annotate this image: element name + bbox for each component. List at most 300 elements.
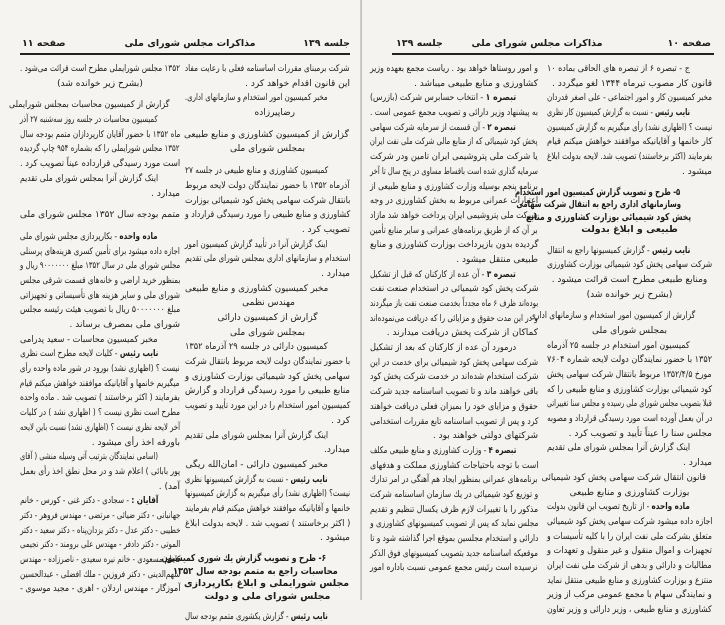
text-line xyxy=(547,530,712,545)
text-line xyxy=(185,384,350,399)
line-content xyxy=(370,106,538,121)
section-heading-line xyxy=(173,565,350,579)
line-text: کمیسیون دارائی در جلسه ۲۹ آذرماه ۱۳۵۲ xyxy=(185,342,328,353)
text-line xyxy=(185,473,350,488)
text-line xyxy=(370,415,538,430)
line-content xyxy=(20,128,180,143)
text-line xyxy=(547,544,712,559)
speaker-lead: نایب رئیس xyxy=(290,474,328,485)
line-text: کمیسیون محاسبات در جلسه روز سه‌شنبه ۲۷ آذر xyxy=(20,115,158,126)
line-text: شرکت ملی پتروشیمی ایران پرداخت خواهد شد مازاد xyxy=(370,210,538,221)
line-text: گردیده بدون بازپرداخت بوزارت کشاورزی و منابع xyxy=(369,240,538,251)
line-text: قانون کار مصوب تیرماه ۱۳۴۴ لغو میگردد . xyxy=(552,78,712,89)
line-content xyxy=(242,296,295,311)
text-line xyxy=(20,509,180,524)
text-line xyxy=(20,303,180,318)
line-text: متمم بودجه سال ۱۳۵۲ مجلس شورای ملی xyxy=(19,210,180,221)
line-text: الموتی - دکتر دادفر - مهندس علی برومند - دکتر نجیمی xyxy=(19,540,180,551)
line-content xyxy=(370,488,538,503)
line-text: آذرماه ۱۳۵۲ با حضور نمایندگان دولت لایحه مربوط xyxy=(185,180,350,191)
text-column-left xyxy=(8,62,180,597)
text-column-right xyxy=(514,62,712,618)
text-line xyxy=(20,421,180,436)
text-line xyxy=(547,500,712,515)
speaker-lead: ماده واحده xyxy=(651,502,690,513)
line-content xyxy=(185,62,350,77)
line-text: کرد و پس از تصویب اساسنامه تابع مقررات استخدامی xyxy=(369,416,538,427)
line-content xyxy=(547,603,712,618)
section-heading-line xyxy=(514,186,712,200)
text-line xyxy=(370,180,538,195)
text-line xyxy=(547,574,712,589)
text-line xyxy=(8,98,180,113)
text-line xyxy=(370,532,538,547)
line-text: به پیشنهاد وزیر دارائی و تصویب مجمع عمومی است . xyxy=(369,108,538,119)
text-line xyxy=(370,165,538,180)
text-line xyxy=(185,610,350,625)
line-text: رضاپیرزاده xyxy=(254,108,295,119)
speaker-lead: نایب رئیس xyxy=(290,612,328,622)
text-line xyxy=(370,326,538,341)
line-text: کار خانمها و آقایانیکه موافقند خواهش میکنم قیام xyxy=(546,137,712,148)
line-content xyxy=(20,465,180,480)
speaker-lead: نایب رئیس xyxy=(654,108,690,119)
line-content xyxy=(370,150,538,165)
line-text: مخبر کمیسیون دارائی - امان‌الله ریگی xyxy=(185,459,328,470)
line-content xyxy=(547,588,712,603)
line-content xyxy=(547,397,712,412)
line-content xyxy=(255,106,296,121)
text-line xyxy=(547,353,712,368)
line-content xyxy=(526,212,691,225)
line-content xyxy=(20,450,158,465)
line-text: کود شیمیائی بوزارت کشاورزی و منابع طبیعی را که xyxy=(546,384,712,395)
line-content xyxy=(20,421,180,436)
line-content xyxy=(185,384,350,399)
line-content xyxy=(370,385,538,400)
line-text: اجازه داده میشود برای تأمین کسری هزینه‌های پرسنلی xyxy=(20,246,180,257)
line-text: مجلس شورای ملی در سال ۱۳۵۲ مبلغ ۹۰۰۰۰۰۰۰ ریال و xyxy=(19,261,180,272)
line-content xyxy=(159,480,180,495)
line-text: ۵- طرح و تصویب گزارش کمیسیون امور استخدام xyxy=(514,186,680,198)
line-content xyxy=(547,150,712,165)
line-text: و امور روستاها خواهد بود . ریاست مجمع بعهده وزیر xyxy=(370,64,538,74)
line-content xyxy=(581,224,678,237)
line-text: سهم‌الدینی - دکتر فروزین - ملك افضلی - عبدالحسین xyxy=(19,569,180,580)
speaker-lead: نایب رئیس xyxy=(119,349,158,360)
line-text: درمورد آن عده از کارکنان که بعد از تشکیل xyxy=(369,343,516,354)
line-text: بفرمایند (اکثر برخاستند) تصویب شد. لایحه بدولت ابلاغ xyxy=(546,152,712,163)
line-content xyxy=(682,165,712,180)
text-line xyxy=(529,309,712,324)
right-page xyxy=(362,0,725,615)
line-text: بمجلس شورای ملی xyxy=(229,327,306,338)
line-text: اعتبارات عمرانی مربوط به بخش کشاورزی در وجه xyxy=(369,196,538,207)
line-text: ( اکثر برخاستند ) تصویب شد . لایحه بدولت ابلاغ xyxy=(184,518,350,529)
line-text: دارائی و استخدام مجلسین بموقع اجرا گذاشته شود و تا xyxy=(369,534,538,544)
line-content xyxy=(20,142,180,157)
line-text: بوده‌اند ظرف ۶ ماه مجدداً بخدمت صنعت نفت باز میگردند xyxy=(369,299,538,309)
line-text: شرکت استخدام شده‌اند در خدمت شرکت پخش کود xyxy=(369,372,538,383)
spacer xyxy=(185,603,350,610)
line-content xyxy=(92,436,180,451)
line-text: بمجلس شورای ملی xyxy=(229,144,306,155)
line-content xyxy=(20,582,180,597)
text-line xyxy=(20,391,180,406)
line-content xyxy=(547,500,690,515)
header-rule xyxy=(20,53,350,55)
line-content xyxy=(387,326,538,341)
line-text: و توزیع کود شیمیائی در یك سازمان اساسنامه شرکت xyxy=(369,489,538,500)
line-text: برنامه‌های عمرانی بمنظور ایجاد هم آهنگی در امر تدارك xyxy=(370,475,538,486)
line-content xyxy=(185,370,350,385)
section-heading-line xyxy=(525,211,712,225)
line-content xyxy=(370,282,538,297)
line-content xyxy=(547,574,712,589)
line-text: - از تاریخ تصویب این قانون بدولت xyxy=(547,502,652,513)
text-line xyxy=(185,326,350,341)
line-text: جهانبانی - دکتر ضیائی - مرتضی - مهندس فروهر - دکتر xyxy=(19,510,180,521)
line-content xyxy=(370,473,538,488)
text-line xyxy=(547,258,712,273)
line-text: مخبر کمیسیون کار و امور اجتماعی - علی اصغر قدردان xyxy=(547,93,712,104)
line-text: موقعیکه اساسنامه جدید بتصویب کمیسیونهای فوق الذکر xyxy=(370,548,538,559)
line-text: پور بابائی ) اعلام شد و در محل نطق اخذ رأی بعمل xyxy=(19,466,180,477)
line-content xyxy=(547,530,712,545)
line-text: مجلس سنا را عیناً تأیید و تصویب کرد . xyxy=(568,428,712,439)
text-line xyxy=(547,150,712,165)
line-content xyxy=(547,515,712,530)
line-text: میدارد . xyxy=(151,188,180,199)
spacer xyxy=(547,302,712,309)
line-text: بوزارت کشاورزی و منابع طبیعی xyxy=(569,487,690,498)
spacer xyxy=(547,180,712,187)
line-content xyxy=(57,77,143,92)
text-line xyxy=(547,339,712,354)
text-line xyxy=(20,494,180,509)
line-content xyxy=(370,312,538,327)
line-text: شرکت پخش کود شیمیائی در استخدام صنعت نفت xyxy=(369,284,538,295)
line-text: قبلا بتصویب مجلس شورای ملی رسیده و مجلس سنا تغییراتی xyxy=(547,399,712,410)
line-text: ماه ۱۳۵۲ با حضور آقایان کارپردازان متمم بودجه سال xyxy=(19,129,180,140)
line-content xyxy=(20,333,158,348)
line-text: طبیعی منتقل میشود . xyxy=(456,254,538,265)
line-text: کشاورزی و منابع طبیعی میباشد . xyxy=(414,78,538,89)
line-content xyxy=(370,180,538,195)
line-text: بمنظور خرید اراضی و خانه‌های قسمت شرقی مجلس xyxy=(19,275,180,286)
line-content xyxy=(20,406,180,421)
text-line xyxy=(20,318,180,333)
line-content xyxy=(570,486,690,501)
line-content xyxy=(370,91,516,106)
section-heading-line xyxy=(185,578,350,591)
text-line xyxy=(547,62,712,77)
line-text: سرمایه گذاری شده است باقساط مساوی در پنج سال تا آخر xyxy=(370,166,538,177)
text-line xyxy=(370,444,538,459)
line-content xyxy=(9,98,169,113)
text-line xyxy=(547,515,712,530)
text-line xyxy=(185,370,350,385)
line-text: مجلس شورای ملی و دولت xyxy=(204,590,331,602)
line-content xyxy=(230,142,305,157)
section-heading-line xyxy=(161,553,350,566)
text-line xyxy=(370,268,538,283)
line-text: قانون انتقال شرکت سهامی پخش کود شیمیائی xyxy=(541,472,707,483)
line-content xyxy=(20,245,180,260)
line-text: مبلغ ۵۰۰۰۰۰۰۰ ریال با تصویب هیئت رئیسه مجلس xyxy=(19,305,180,316)
line-text: مورخ ۱۳۵۲/۴/۵ مربوط بانتقال شرکت سهامی پخش xyxy=(547,370,712,380)
line-content xyxy=(20,62,180,77)
text-line xyxy=(20,259,180,274)
text-line xyxy=(547,397,712,412)
line-text: این قانون اقدام خواهد کرد . xyxy=(245,78,350,89)
line-text: نیست؟ (اظهاری نشد) رأی میگیریم به گزارش کمیسیونها xyxy=(184,489,350,500)
line-content xyxy=(20,259,180,274)
line-content xyxy=(552,273,708,288)
line-text: اینک گزارش آنرا بمجلس شورای ملی تقدیم xyxy=(546,443,690,454)
line-text: در آن بعمل آورده است مورد رسیدگی قرارداد و مصوبه xyxy=(546,414,712,425)
text-line xyxy=(185,531,350,546)
line-content xyxy=(547,339,690,354)
line-content xyxy=(370,341,516,356)
line-text: است مورد رسیدگی قرارداده عیناً تصویب کرد . xyxy=(19,159,180,170)
line-content xyxy=(20,303,180,318)
text-line xyxy=(370,473,538,488)
header-rule xyxy=(392,53,714,55)
text-line xyxy=(547,412,712,427)
text-line xyxy=(185,502,350,517)
line-content xyxy=(547,383,712,398)
line-text: مخبر کمیسیون محاسبات - سعید پدرامی xyxy=(20,334,158,345)
text-line xyxy=(370,517,538,532)
line-content xyxy=(587,288,673,303)
text-line xyxy=(547,91,712,106)
text-line xyxy=(370,106,538,121)
line-text: حقوق و مزایای خود را بمیزان فعلی دریافت خواهند xyxy=(370,401,538,412)
text-line xyxy=(547,273,712,288)
line-content xyxy=(20,509,180,524)
text-line xyxy=(185,311,350,326)
spacer xyxy=(20,223,180,230)
line-content xyxy=(185,208,350,223)
line-content xyxy=(20,494,158,509)
text-line xyxy=(20,157,180,172)
line-content xyxy=(370,62,538,77)
line-content xyxy=(456,253,538,268)
line-content xyxy=(547,62,690,77)
line-content xyxy=(185,429,328,444)
spacer xyxy=(185,121,350,128)
text-line xyxy=(185,252,350,267)
text-line xyxy=(20,465,180,480)
section-heading-line xyxy=(185,591,350,604)
line-text: مذکور را با تغییرات لازم ظرف یکسال تنظیم و تقدیم xyxy=(369,504,538,515)
line-text: آمد) . xyxy=(158,481,180,492)
text-line xyxy=(20,436,180,451)
line-text: وسازمانهای اداری راجع به انتقال شرکت سهامی xyxy=(515,199,681,210)
line-content xyxy=(20,113,158,128)
line-text: شورای ملی و سایر هزینه های تأسیساتی و تجهیزاتی xyxy=(20,290,180,301)
line-content xyxy=(185,91,328,106)
line-text: - نسبت به گزارش کمیسیون کار نظری xyxy=(546,108,655,119)
line-text: پخش کود شیمیائی که از منابع مالی شرکت ملی نفت ایران xyxy=(370,137,538,148)
line-content xyxy=(370,165,538,180)
session-number: جلسه ۱۳۹ xyxy=(396,38,443,49)
line-content xyxy=(205,591,331,604)
text-line xyxy=(20,450,180,465)
line-content xyxy=(370,209,538,224)
text-column-left xyxy=(370,62,538,576)
text-line xyxy=(20,187,180,202)
text-line xyxy=(185,194,350,209)
text-line xyxy=(20,142,180,157)
line-content xyxy=(185,282,328,297)
text-line xyxy=(547,324,712,339)
text-line xyxy=(370,224,538,239)
line-content xyxy=(185,355,350,370)
line-content xyxy=(370,356,538,371)
line-text: کماکان از شرکت پخش دریافت میدارند . xyxy=(386,328,538,339)
line-text: آخر لایحه نظری نیست ؟ (اظهاری نشد) نسبت باین لایحه xyxy=(20,422,180,433)
speaker-lead: ماده واحده xyxy=(119,231,158,242)
text-line xyxy=(547,121,712,136)
text-line xyxy=(547,427,712,442)
text-line xyxy=(185,487,350,502)
line-text: گزارش از کمیسیون دارائی xyxy=(217,313,318,323)
line-text: بر آن که از طریق برنامه‌های عمرانی و سایر منابع تأمین xyxy=(370,225,538,236)
line-text: مجلس شورایملی و ابلاغ بکارپردازی xyxy=(183,578,349,589)
line-text: نرسیده است رئیس مجمع عمومی نسبت باداره امور xyxy=(370,563,538,574)
line-text: کشاورزی و منابع طبیعی ، وزیر دارائی و وزیر تعاون xyxy=(547,605,712,615)
line-text: شورای ملی بمصرف برساند . xyxy=(69,320,180,330)
line-text: میشود . xyxy=(320,533,350,544)
text-line xyxy=(370,341,538,356)
text-line xyxy=(370,356,538,371)
line-text: - گزارش کمیسیونها راجع به انتقال xyxy=(546,245,652,256)
text-line xyxy=(547,383,712,398)
line-content xyxy=(530,309,695,324)
text-line xyxy=(185,106,350,121)
line-content xyxy=(185,340,328,355)
line-text: کمیسیون کشاورزی و منابع طبیعی در جلسه ۲۷ xyxy=(184,166,328,177)
line-content xyxy=(547,258,712,273)
line-content xyxy=(20,289,180,304)
line-text: - وزارت کشاورزی و منابع طبیعی مکلف xyxy=(369,445,489,456)
line-content xyxy=(20,568,180,583)
line-text: مجلس نماید که پس از تصویب کمیسیونهای کشاورزی و xyxy=(369,519,538,530)
speaker-lead: تبصره ۳ xyxy=(486,269,516,280)
spacer xyxy=(20,91,180,98)
text-line xyxy=(20,77,180,92)
text-line xyxy=(370,253,538,268)
text-line xyxy=(185,282,350,297)
text-line xyxy=(370,282,538,297)
text-line xyxy=(370,547,538,562)
text-line xyxy=(20,113,180,128)
line-content xyxy=(370,297,538,312)
line-content xyxy=(20,362,180,377)
text-line xyxy=(20,62,180,77)
speaker-lead: تبصره ۴ xyxy=(488,445,516,456)
text-line xyxy=(185,77,350,92)
line-text: میدارد. xyxy=(324,445,350,456)
text-line xyxy=(547,165,712,180)
line-text: کشاورزی و منابع طبیعی را مورد رسیدگی قرارداد و xyxy=(184,210,350,221)
text-line xyxy=(370,429,538,444)
text-line xyxy=(370,561,538,576)
line-text: شرکتهای دولتی خواهند بود . xyxy=(432,431,538,442)
line-content xyxy=(185,487,350,502)
line-content xyxy=(185,194,350,209)
line-content xyxy=(370,517,538,532)
line-content xyxy=(245,77,350,92)
line-content xyxy=(547,121,712,136)
text-line xyxy=(370,135,538,150)
line-content xyxy=(370,268,516,283)
line-content xyxy=(516,199,681,212)
line-text: - سجادی - دکتر غنی - کورس - خانم xyxy=(19,496,131,507)
line-content xyxy=(20,377,180,392)
text-line xyxy=(370,209,538,224)
line-text: - آن قسمت از سرمایه شرکت سهامی xyxy=(370,122,488,133)
text-line xyxy=(547,244,712,259)
line-text: کمیسیون امور استخدام را در این مورد تأیید و تصویب xyxy=(184,401,350,412)
text-line xyxy=(185,267,350,282)
line-content xyxy=(185,517,350,532)
text-line xyxy=(185,355,350,370)
text-line xyxy=(20,538,180,553)
line-text: برنامه پنجم بوسیله وزارت کشاورزی و منابع طبیعی از xyxy=(370,181,538,192)
line-text: - آن عده از کارکنان که قبل از تشکیل xyxy=(370,269,487,280)
line-content xyxy=(230,326,305,341)
line-text: سهامی پخش کود شیمیائی بوزارت کشاورزی و xyxy=(185,371,350,382)
text-line xyxy=(547,441,712,456)
line-content xyxy=(185,473,328,488)
line-content xyxy=(185,238,328,253)
line-text: مطرح است نظری نیست ؟ ( اظهاری نشد ) در کلیات xyxy=(19,408,180,419)
line-content xyxy=(547,368,712,383)
text-line xyxy=(20,406,180,421)
line-text: - انتخاب حسابرس شرکت (بازرس) xyxy=(369,93,486,104)
line-content xyxy=(370,370,538,385)
line-content xyxy=(547,135,712,150)
line-content xyxy=(185,164,328,179)
text-line xyxy=(20,347,180,362)
line-text: محاسبات راجع به متمم بودجه سال ۱۳۵۲ xyxy=(173,565,339,577)
line-content xyxy=(552,77,712,92)
text-line xyxy=(370,150,538,165)
line-text: (بشرح زیر خوانده شد) xyxy=(586,289,673,300)
line-content xyxy=(20,538,180,553)
spacer xyxy=(185,157,350,164)
line-text: میدارد . xyxy=(683,458,712,469)
line-content xyxy=(217,311,317,326)
text-line xyxy=(20,172,180,187)
text-line xyxy=(370,194,538,209)
line-text: باورقه اخذ رأی میشود . xyxy=(91,437,180,448)
line-content xyxy=(547,106,690,121)
text-line xyxy=(547,106,712,121)
text-line xyxy=(547,77,712,92)
text-line xyxy=(20,362,180,377)
line-text: مطالبات و دارائی و بدهی از شرکت ملی نفت ایران xyxy=(547,560,712,571)
line-text: میدارد . xyxy=(321,268,350,279)
text-line xyxy=(370,121,538,136)
line-content xyxy=(547,441,690,456)
text-line xyxy=(370,503,538,518)
line-text: - بکارپردازی مجلس شورای ملی xyxy=(20,231,120,242)
line-text: با حضور نمایندگان دولت لایحه مربوط بانتقال شرکت xyxy=(184,357,350,368)
